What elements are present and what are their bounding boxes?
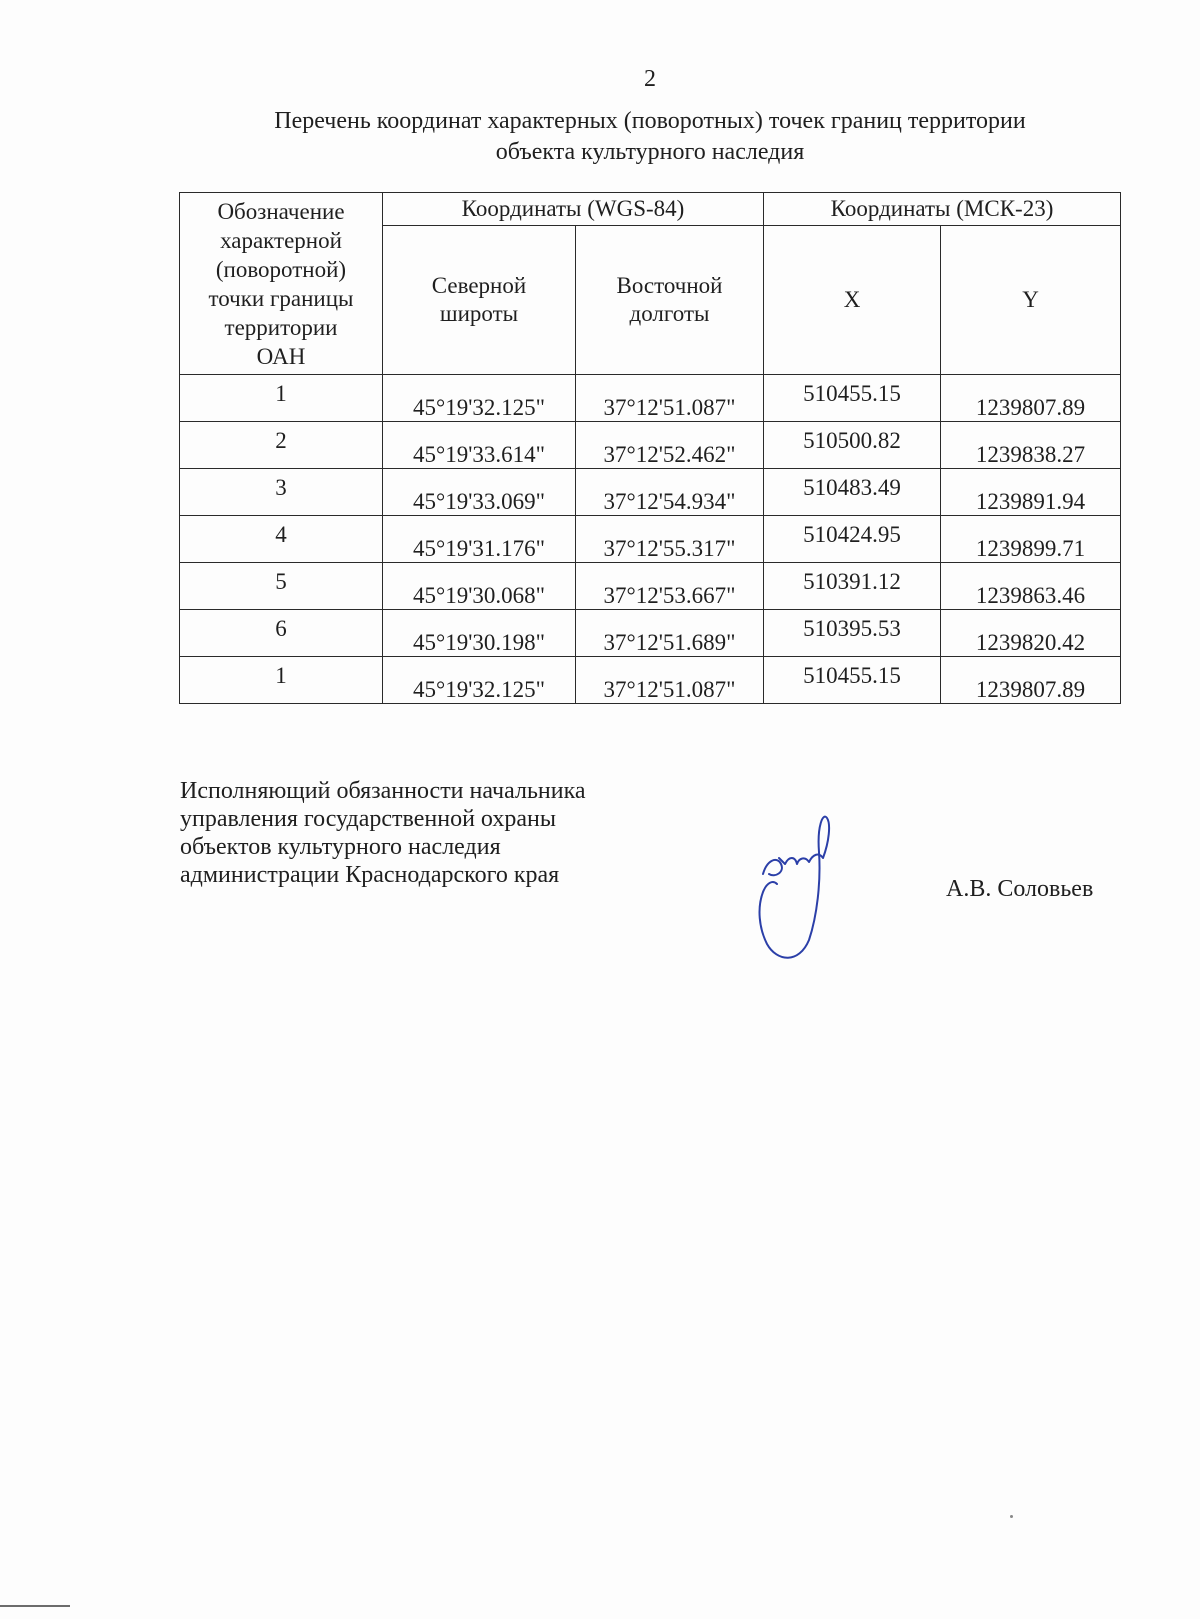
cell-longitude xyxy=(576,516,764,563)
signatory-position-line: администрации Краснодарского края xyxy=(180,862,560,888)
cell-text: 510455.15 xyxy=(803,663,901,688)
cell-point xyxy=(180,610,383,657)
table-row xyxy=(180,469,1121,516)
table-row xyxy=(180,422,1121,469)
cell-text: 37°12'54.934" xyxy=(603,489,736,514)
cell-latitude xyxy=(383,657,576,704)
cell-text: 1239807.89 xyxy=(975,395,1086,420)
cell-point xyxy=(180,375,383,422)
cell-text: 1239863.46 xyxy=(975,583,1086,608)
signatory-position-line: объектов культурного наследия xyxy=(180,834,501,860)
header-wgs84: Координаты (WGS-84) xyxy=(383,193,764,226)
header-latitude-line: широты xyxy=(439,301,519,326)
cell-text: 1239899.71 xyxy=(975,536,1086,561)
cell-text: 4 xyxy=(275,522,287,547)
cell-text: 1239891.94 xyxy=(975,489,1086,514)
header-point-designation xyxy=(180,193,383,375)
cell-text: 45°19'32.125" xyxy=(413,677,545,702)
cell-latitude xyxy=(383,516,576,563)
cell-y xyxy=(941,422,1121,469)
cell-text: 510455.15 xyxy=(803,381,901,406)
signatory-position-line: управления государственной охраны xyxy=(180,806,556,832)
cell-point xyxy=(180,657,383,704)
cell-text: 510500.82 xyxy=(803,428,901,453)
cell-y xyxy=(941,563,1121,610)
cell-y xyxy=(941,375,1121,422)
header-point-line: точки границы xyxy=(208,285,354,311)
header-point-line: Обозначение xyxy=(217,198,345,224)
cell-text: 37°12'51.087" xyxy=(603,395,736,420)
header-x: X xyxy=(764,226,941,375)
header-y: Y xyxy=(941,226,1121,375)
cell-latitude xyxy=(383,422,576,469)
cell-point xyxy=(180,563,383,610)
cell-y xyxy=(941,516,1121,563)
cell-latitude xyxy=(383,469,576,516)
cell-point xyxy=(180,516,383,563)
cell-y xyxy=(941,469,1121,516)
table-row xyxy=(180,563,1121,610)
cell-longitude xyxy=(576,469,764,516)
cell-longitude xyxy=(576,422,764,469)
cell-text: 2 xyxy=(275,428,287,453)
coordinates-table xyxy=(179,192,1121,704)
cell-latitude xyxy=(383,563,576,610)
scan-artifact-dot xyxy=(1010,1515,1013,1518)
cell-text: 45°19'33.069" xyxy=(413,489,545,514)
signatory-position xyxy=(180,777,586,889)
cell-text: 37°12'53.667" xyxy=(603,583,736,608)
cell-text: 510483.49 xyxy=(803,475,901,500)
header-point-line: характерной xyxy=(220,227,342,253)
cell-text: 37°12'51.689" xyxy=(603,630,736,655)
cell-text: 510424.95 xyxy=(803,522,901,547)
cell-text: 510391.12 xyxy=(803,569,901,594)
scan-artifact-line xyxy=(0,1605,70,1607)
cell-text: 45°19'30.198" xyxy=(413,630,545,655)
cell-x xyxy=(764,422,941,469)
cell-text: 1 xyxy=(275,381,287,406)
title-line-2: объекта культурного наследия xyxy=(495,139,805,165)
cell-text: 510395.53 xyxy=(803,616,901,641)
cell-y xyxy=(941,610,1121,657)
cell-longitude xyxy=(576,375,764,422)
table-row xyxy=(180,516,1121,563)
cell-text: 37°12'51.087" xyxy=(603,677,736,702)
table-row xyxy=(180,657,1121,704)
handwritten-signature-icon xyxy=(755,812,865,972)
cell-text: 5 xyxy=(275,569,287,594)
header-longitude-line: долготы xyxy=(629,301,710,326)
document-title xyxy=(200,106,1100,168)
cell-point xyxy=(180,422,383,469)
header-point-line: ОАН xyxy=(256,343,306,369)
header-msk23: Координаты (МСК-23) xyxy=(764,193,1121,226)
header-point-line: (поворотной) xyxy=(215,256,347,282)
cell-text: 1 xyxy=(275,663,287,688)
cell-text: 37°12'52.462" xyxy=(603,442,736,467)
cell-point xyxy=(180,469,383,516)
cell-latitude xyxy=(383,610,576,657)
cell-text: 45°19'32.125" xyxy=(413,395,545,420)
header-latitude-line: Северной xyxy=(431,273,527,298)
cell-x xyxy=(764,610,941,657)
cell-x xyxy=(764,563,941,610)
title-line-1: Перечень координат характерных (поворотных) точек границ территории xyxy=(274,108,1026,134)
cell-text: 1239838.27 xyxy=(975,442,1086,467)
cell-text: 45°19'33.614" xyxy=(413,442,545,467)
cell-x xyxy=(764,469,941,516)
cell-y xyxy=(941,657,1121,704)
cell-longitude xyxy=(576,563,764,610)
header-longitude-line: Восточной xyxy=(616,273,723,298)
cell-x xyxy=(764,657,941,704)
cell-x xyxy=(764,375,941,422)
table-row xyxy=(180,375,1121,422)
cell-text: 1239807.89 xyxy=(975,677,1086,702)
page-number: 2 xyxy=(644,66,656,92)
cell-x xyxy=(764,516,941,563)
header-longitude xyxy=(576,226,764,375)
cell-latitude xyxy=(383,375,576,422)
table-row xyxy=(180,610,1121,657)
header-latitude xyxy=(383,226,576,375)
signatory-name: А.В. Соловьев xyxy=(946,876,1094,902)
header-point-line: территории xyxy=(224,314,338,340)
cell-text: 45°19'30.068" xyxy=(413,583,545,608)
cell-text: 45°19'31.176" xyxy=(413,536,545,561)
cell-text: 1239820.42 xyxy=(975,630,1086,655)
cell-text: 37°12'55.317" xyxy=(603,536,736,561)
signatory-position-line: Исполняющий обязанности начальника xyxy=(180,778,586,804)
cell-text: 6 xyxy=(275,616,287,641)
cell-longitude xyxy=(576,657,764,704)
cell-text: 3 xyxy=(275,475,287,500)
cell-longitude xyxy=(576,610,764,657)
